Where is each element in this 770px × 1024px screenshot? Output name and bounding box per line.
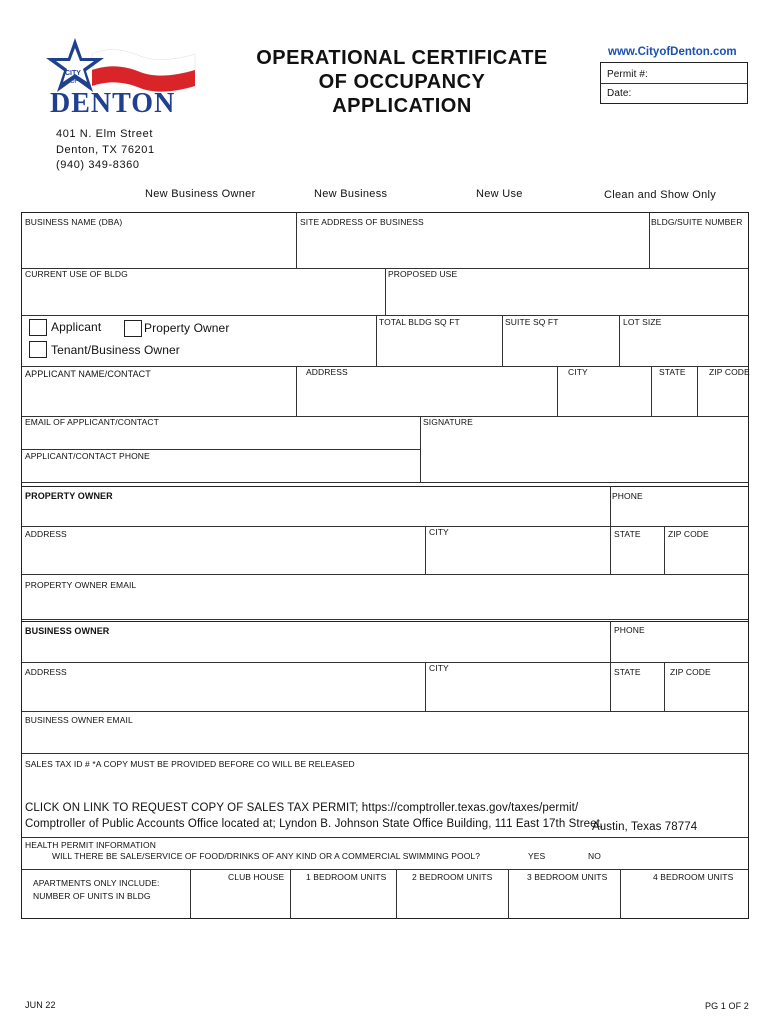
permit-box (600, 62, 748, 104)
comptroller-city: Austin, Texas 78774 (592, 821, 698, 833)
sales-tax-field[interactable]: SALES TAX ID # *A COPY MUST BE PROVIDED BEFORE CO WILL BE RELEASED (25, 759, 355, 769)
logo-of-text: OF (70, 79, 79, 85)
applicant-state-field[interactable]: STATE (659, 367, 686, 377)
business-owner-phone-field[interactable]: PHONE (614, 625, 645, 635)
property-owner-city-field[interactable]: CITY (429, 527, 449, 537)
health-permit-question: WILL THERE BE SALE/SERVICE OF FOOD/DRINKS OF ANY KIND OR A COMMERCIAL SWIMMING POOL? (52, 851, 481, 861)
option-new-business-owner[interactable]: New Business Owner (145, 188, 256, 200)
proposed-use-field[interactable]: PROPOSED USE (388, 269, 458, 279)
applicant-checkbox[interactable] (29, 319, 47, 336)
applicant-name-field[interactable]: APPLICANT NAME/CONTACT (25, 369, 151, 379)
applicant-phone-field[interactable]: APPLICANT/CONTACT PHONE (25, 451, 150, 461)
units-in-bldg-label: NUMBER OF UNITS IN BLDG (33, 891, 151, 901)
business-name-field[interactable]: BUSINESS NAME (DBA) (25, 217, 123, 227)
applicant-label: Applicant (51, 320, 102, 334)
site-address-field[interactable]: SITE ADDRESS OF BUSINESS (300, 217, 424, 227)
property-owner-address-field[interactable]: ADDRESS (25, 529, 67, 539)
date-label: Date: (607, 88, 632, 99)
address-line-2: Denton, TX 76201 (56, 143, 155, 156)
website-link[interactable]: www.CityofDenton.com (608, 46, 737, 58)
property-owner-zip-field[interactable]: ZIP CODE (668, 529, 709, 539)
title-line-2: OF OCCUPANCY (318, 71, 486, 93)
sales-tax-link[interactable]: CLICK ON LINK TO REQUEST COPY OF SALES TAX PERMIT; https://comptroller.texas.gov/taxes/permit/ (25, 802, 579, 814)
business-owner-state-field[interactable]: STATE (614, 667, 641, 677)
four-bedroom-field[interactable]: 4 BEDROOM UNITS (653, 872, 734, 882)
city-address (56, 127, 155, 174)
property-owner-checkbox[interactable] (124, 320, 142, 337)
option-clean-and-show[interactable]: Clean and Show Only (604, 189, 717, 201)
applicant-address-field[interactable]: ADDRESS (306, 367, 348, 377)
total-bldg-sqft-field[interactable]: TOTAL BLDG SQ FT (379, 317, 460, 327)
comptroller-address: Comptroller of Public Accounts Office located at; Lyndon B. Johnson State Office Building, 111 East 17th Street, (25, 818, 604, 830)
applicant-city-field[interactable]: CITY (568, 367, 588, 377)
form-revision-date: JUN 22 (25, 1000, 56, 1010)
page-title (232, 46, 572, 118)
logo-name-text: DENTON (50, 88, 176, 119)
property-owner-state-field[interactable]: STATE (614, 529, 641, 539)
logo-city-text: CITY (65, 70, 81, 77)
property-owner-email-field[interactable]: PROPERTY OWNER EMAIL (25, 580, 137, 590)
tenant-owner-checkbox[interactable] (29, 341, 47, 358)
three-bedroom-field[interactable]: 3 BEDROOM UNITS (527, 872, 608, 882)
business-owner-email-field[interactable]: BUSINESS OWNER EMAIL (25, 715, 133, 725)
business-owner-field[interactable]: BUSINESS OWNER (25, 626, 110, 636)
option-new-business[interactable]: New Business (314, 188, 388, 200)
current-use-field[interactable]: CURRENT USE OF BLDG (25, 269, 128, 279)
applicant-email-field[interactable]: EMAIL OF APPLICANT/CONTACT (25, 417, 159, 427)
property-owner-phone-field[interactable]: PHONE (612, 491, 643, 501)
health-permit-title: HEALTH PERMIT INFORMATION (25, 840, 156, 850)
tenant-owner-label: Tenant/Business Owner (51, 343, 180, 357)
property-owner-checkbox-label: Property Owner (144, 321, 230, 335)
page-number: PG 1 OF 2 (705, 1001, 749, 1011)
title-line-3: APPLICATION (332, 95, 472, 117)
business-owner-address-field[interactable]: ADDRESS (25, 667, 67, 677)
business-owner-city-field[interactable]: CITY (429, 663, 449, 673)
apartments-label: APARTMENTS ONLY INCLUDE: (33, 878, 160, 888)
permit-number-label: Permit #: (607, 69, 648, 80)
health-yes-option[interactable]: YES (528, 851, 546, 861)
club-house-field[interactable]: CLUB HOUSE (228, 872, 285, 882)
health-no-option[interactable]: NO (588, 851, 601, 861)
two-bedroom-field[interactable]: 2 BEDROOM UNITS (412, 872, 493, 882)
signature-field[interactable]: SIGNATURE (423, 417, 473, 427)
applicant-zip-field[interactable]: ZIP CODE (709, 367, 750, 377)
bldg-suite-field[interactable]: BLDG/SUITE NUMBER (651, 217, 743, 227)
option-new-use[interactable]: New Use (476, 188, 523, 200)
business-owner-zip-field[interactable]: ZIP CODE (670, 667, 711, 677)
lot-size-field[interactable]: LOT SIZE (623, 317, 662, 327)
one-bedroom-field[interactable]: 1 BEDROOM UNITS (306, 872, 387, 882)
title-line-1: OPERATIONAL CERTIFICATE (256, 47, 548, 69)
address-line-1: 401 N. Elm Street (56, 128, 154, 140)
suite-sqft-field[interactable]: SUITE SQ FT (505, 317, 559, 327)
address-line-3: (940) 349-8360 (56, 159, 140, 171)
city-logo (30, 36, 200, 118)
property-owner-field[interactable]: PROPERTY OWNER (25, 491, 113, 501)
